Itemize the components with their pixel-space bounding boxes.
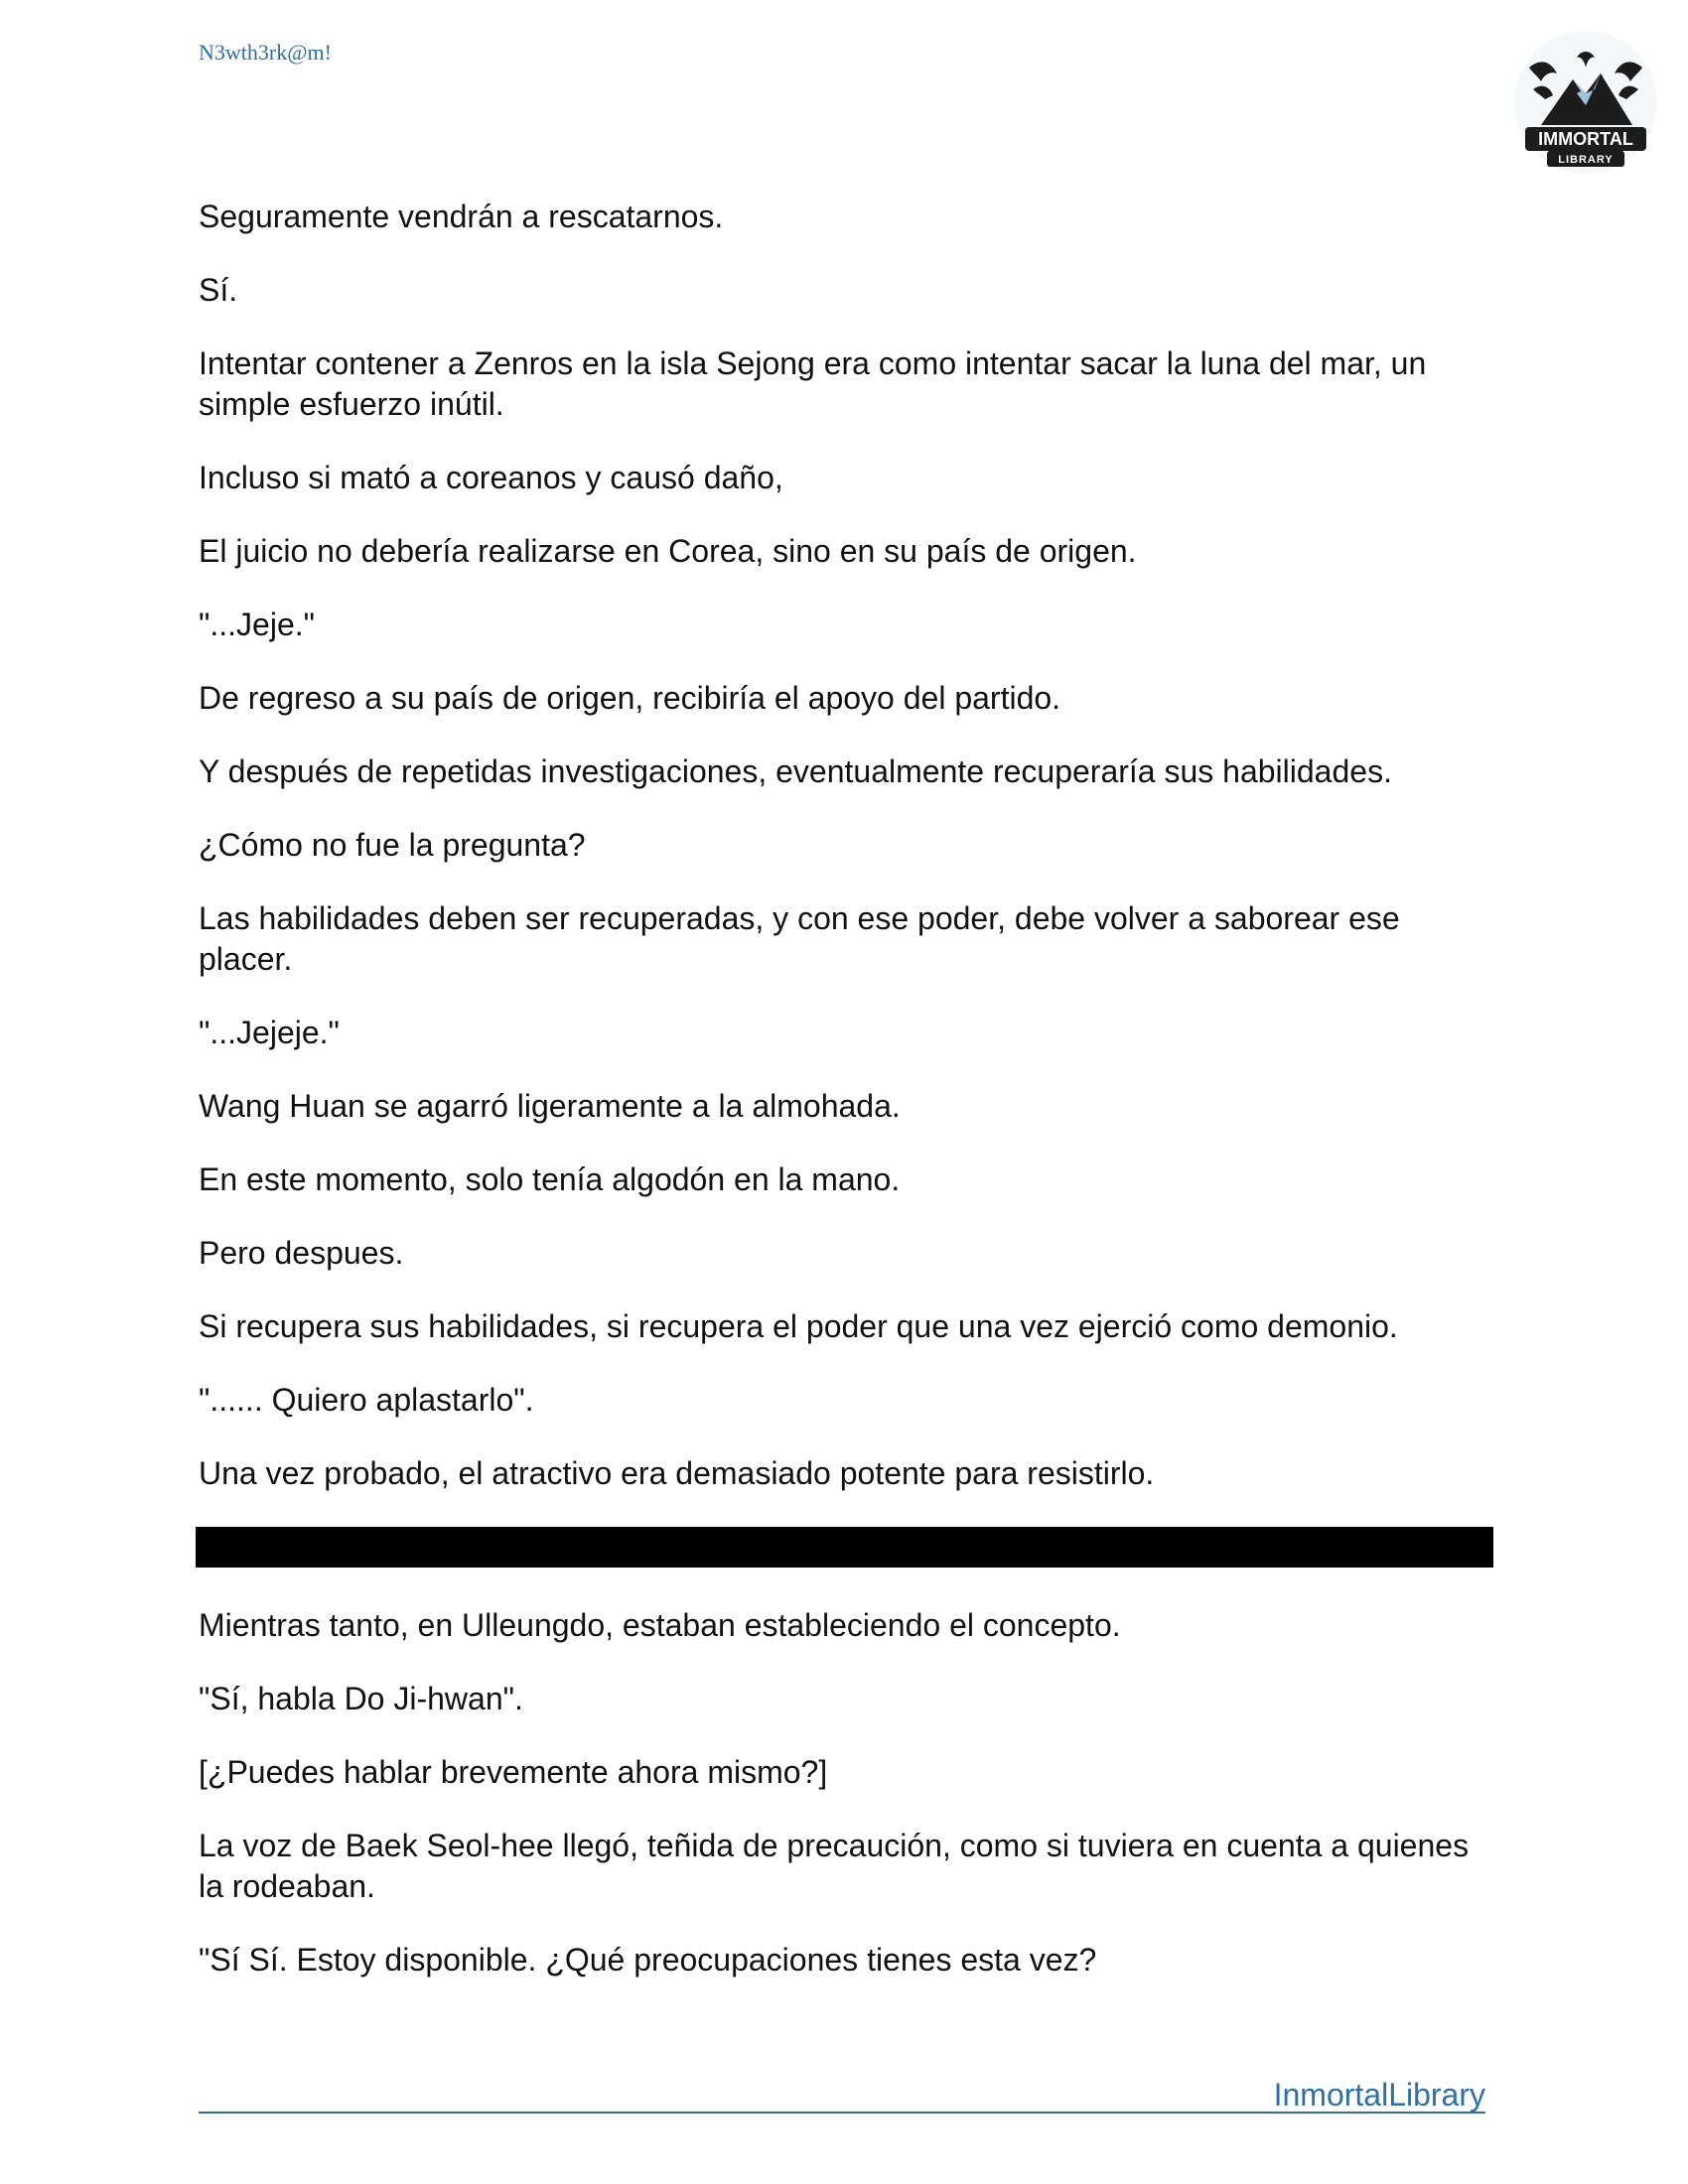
paragraph: "...Jeje." <box>199 607 315 642</box>
paragraph: Las habilidades deben ser recuperadas, y con ese poder, debe volver a saborear ese placer. <box>199 900 1400 977</box>
paragraph: Y después de repetidas investigaciones, eventualmente recuperaría sus habilidades. <box>199 753 1392 789</box>
paragraph: Pero despues. <box>199 1235 404 1271</box>
paragraph: "...... Quiero aplastarlo". <box>199 1382 534 1418</box>
paragraph: El juicio no debería realizarse en Corea, sino en su país de origen. <box>199 533 1137 569</box>
paragraph: Una vez probado, el atractivo era demasiado potente para resistirlo. <box>199 1455 1155 1491</box>
paragraph: Si recupera sus habilidades, si recupera el poder que una vez ejerció como demonio. <box>199 1308 1398 1344</box>
paragraph: La voz de Baek Seol-hee llegó, teñida de precaución, como si tuviera en cuenta a quienes la rodeaban. <box>199 1828 1470 1904</box>
footer-link[interactable]: InmortalLibrary <box>1273 2077 1485 2113</box>
logo-line2: LIBRARY <box>1558 154 1614 166</box>
paragraph: Mientras tanto, en Ulleungdo, estaban estableciendo el concepto. <box>199 1607 1121 1643</box>
logo-line1: IMMORTAL <box>1538 129 1633 149</box>
paragraph: "...Jejeje." <box>199 1015 340 1050</box>
paragraph: Seguramente vendrán a rescatarnos. <box>199 199 724 234</box>
paragraph: De regreso a su país de origen, recibiría el apoyo del partido. <box>199 680 1061 716</box>
paragraph: Sí. <box>199 272 238 308</box>
section-divider <box>196 1527 1493 1568</box>
paragraph: "Sí Sí. Estoy disponible. ¿Qué preocupaciones tienes esta vez? <box>199 1942 1097 1978</box>
paragraph: ¿Cómo no fue la pregunta? <box>199 827 586 863</box>
document-body <box>199 197 1499 2013</box>
header-tag: N3wth3rk@m! <box>199 40 332 65</box>
paragraph: En este momento, solo tenía algodón en la mano. <box>199 1161 901 1197</box>
paragraph: "Sí, habla Do Ji-hwan". <box>199 1681 523 1716</box>
paragraph: Intentar contener a Zenros en la isla Sejong era como intentar sacar la luna del mar, un simple esfuerzo inútil. <box>199 345 1427 422</box>
paragraph: Wang Huan se agarró ligeramente a la almohada. <box>199 1088 901 1124</box>
immortal-library-logo <box>1511 28 1660 177</box>
paragraph: [¿Puedes hablar brevemente ahora mismo?] <box>199 1754 828 1790</box>
paragraph: Incluso si mató a coreanos y causó daño, <box>199 460 783 495</box>
